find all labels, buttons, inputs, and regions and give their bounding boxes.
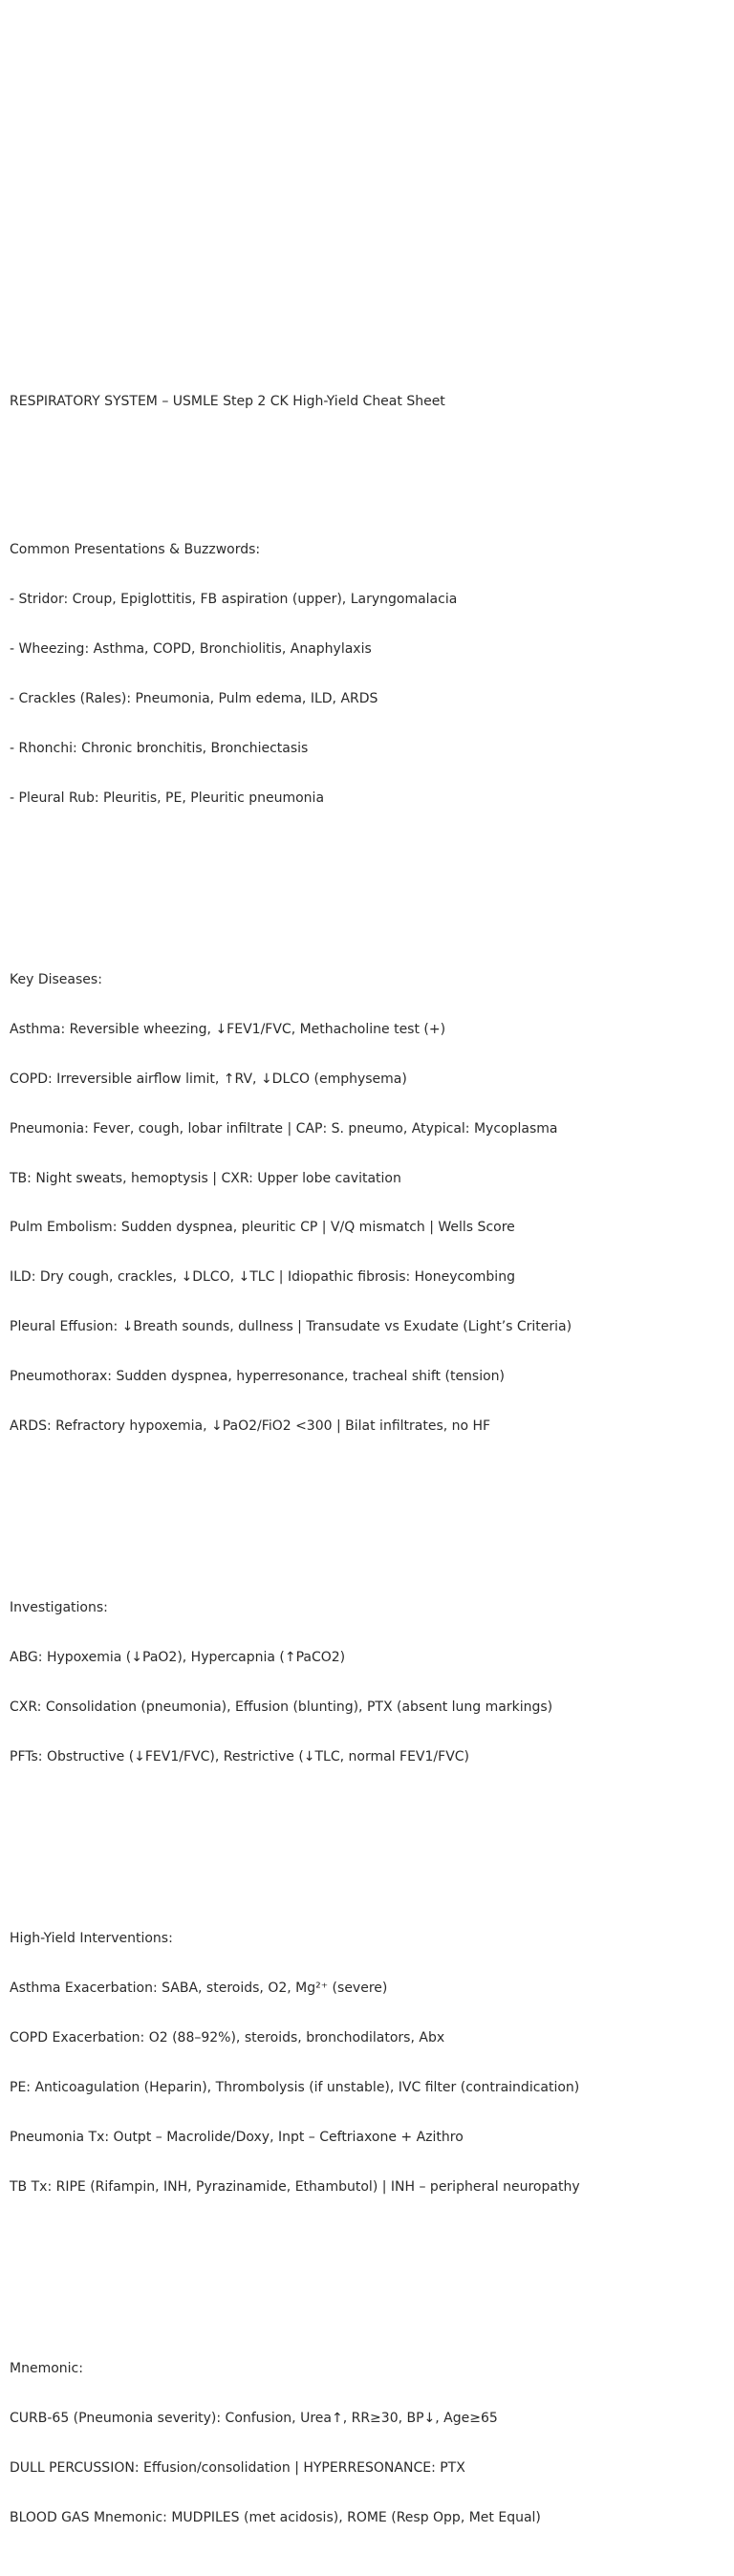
section-key-diseases [10, 939, 726, 1468]
section-heading: High-Yield Interventions: [10, 1931, 173, 1947]
document-title: RESPIRATORY SYSTEM – USMLE Step 2 CK High-Yield Cheat Sheet [10, 393, 445, 409]
section-mnemonics [10, 2327, 726, 2559]
list-item: Pulm Embolism: Sudden dyspnea, pleuritic CP | V/Q mismatch | Wells Score [10, 1220, 515, 1236]
list-item: - Rhonchi: Chronic bronchitis, Bronchiectasis [10, 740, 309, 756]
list-item: TB: Night sweats, hemoptysis | CXR: Upper lobe cavitation [10, 1170, 401, 1186]
section-heading: Investigations: [10, 1600, 108, 1616]
section-heading: Key Diseases: [10, 971, 102, 987]
spacer [10, 890, 726, 906]
list-item: Asthma: Reversible wheezing, ↓FEV1/FVC, Methacholine test (+) [10, 1021, 446, 1037]
list-item: PFTs: Obstructive (↓FEV1/FVC), Restrictive (↓TLC, normal FEV1/FVC) [10, 1748, 470, 1764]
list-item: PE: Anticoagulation (Heparin), Thrombolysis (if unstable), IVC filter (contraindication) [10, 2079, 580, 2095]
list-item: Pneumothorax: Sudden dyspnea, hyperresonance, tracheal shift (tension) [10, 1369, 506, 1385]
list-item: COPD: Irreversible airflow limit, ↑RV, ↓DLCO (emphysema) [10, 1071, 407, 1087]
section-investigations [10, 1568, 726, 1799]
list-item: Pneumonia Tx: Outpt – Macrolide/Doxy, Inpt – Ceftriaxone + Azithro [10, 2129, 464, 2145]
list-item: COPD Exacerbation: O2 (88–92%), steroids, bronchodilators, Abx [10, 2029, 445, 2046]
spacer [10, 2278, 726, 2294]
list-item: Pneumonia: Fever, cough, lobar infiltrate | CAP: S. pneumo, Atypical: Mycoplasma [10, 1120, 558, 1136]
list-item: ILD: Dry cough, crackles, ↓DLCO, ↓TLC | Idiopathic fibrosis: Honeycombing [10, 1269, 515, 1286]
document-body [10, 360, 726, 2576]
list-item: TB Tx: RIPE (Rifampin, INH, Pyrazinamide, Ethambutol) | INH – peripheral neuropathy [10, 2178, 580, 2195]
list-item: Asthma Exacerbation: SABA, steroids, O2, Mg²⁺ (severe) [10, 1981, 388, 1997]
list-item: - Crackles (Rales): Pneumonia, Pulm edema, ILD, ARDS [10, 690, 378, 706]
section-presentations [10, 509, 726, 840]
list-item: DULL PERCUSSION: Effusion/consolidation | HYPERRESONANCE: PTX [10, 2459, 465, 2476]
spacer [10, 1518, 726, 1534]
spacer [10, 1849, 726, 1865]
list-item: BLOOD GAS Mnemonic: MUDPILES (met acidosis), ROME (Resp Opp, Met Equal) [10, 2509, 541, 2525]
section-heading: Mnemonic: [10, 2360, 83, 2376]
list-item: - Wheezing: Asthma, COPD, Bronchiolitis, Anaphylaxis [10, 641, 372, 658]
section-heading: Common Presentations & Buzzwords: [10, 542, 261, 558]
list-item: CXR: Consolidation (pneumonia), Effusion (blunting), PTX (absent lung markings) [10, 1699, 553, 1716]
list-item: Pleural Effusion: ↓Breath sounds, dullness | Transudate vs Exudate (Light’s Criteria) [10, 1319, 572, 1335]
list-item: - Pleural Rub: Pleuritis, PE, Pleuritic pneumonia [10, 790, 325, 806]
list-item: - Stridor: Croup, Epiglottitis, FB aspiration (upper), Laryngomalacia [10, 592, 458, 608]
spacer [10, 460, 726, 476]
list-item: ABG: Hypoxemia (↓PaO2), Hypercapnia (↑PaCO2) [10, 1650, 346, 1666]
list-item: ARDS: Refractory hypoxemia, ↓PaO2/FiO2 <300 | Bilat infiltrates, no HF [10, 1418, 491, 1434]
list-item: CURB-65 (Pneumonia severity): Confusion, Urea↑, RR≥30, BP↓, Age≥65 [10, 2410, 498, 2426]
section-interventions [10, 1898, 726, 2229]
